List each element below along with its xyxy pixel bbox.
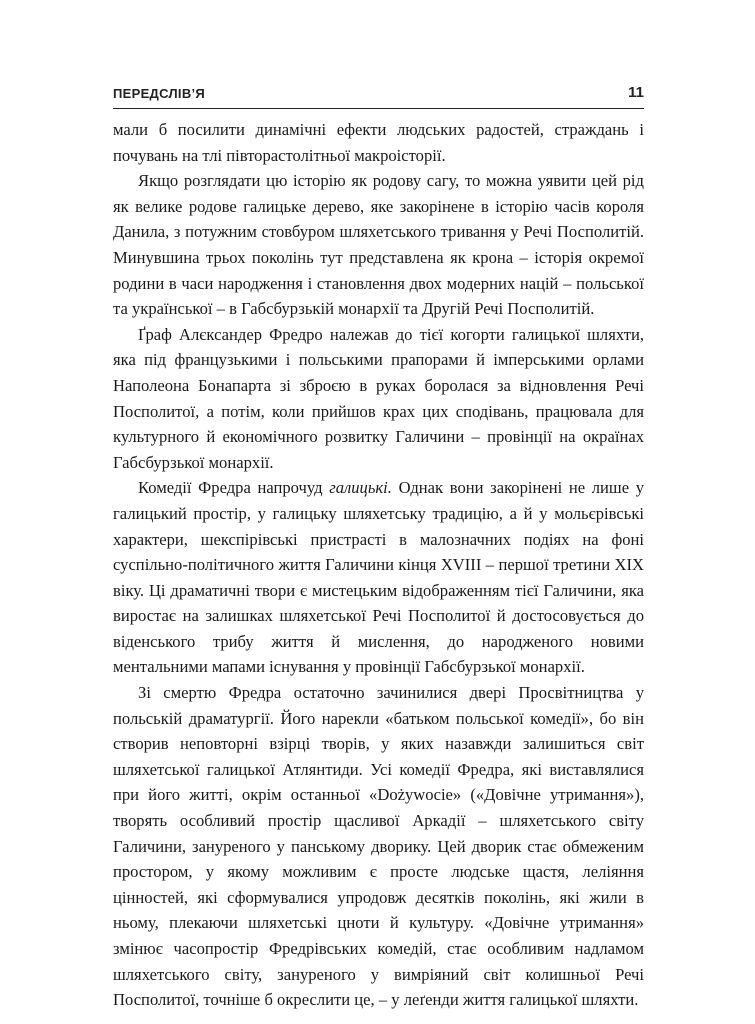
paragraph-text-start: Комедії Фредра напрочуд [138,478,330,498]
paragraph-text-rest: Однак вони закорінені не лише у галицький простір, у галицьку шляхетську традицію, а й у мольєрівські характери, шекспірівські пристрасті в малозначних подіях на фоні суспільно-політичного життя Галичини кінця XVIII – першої третини XIX віку. Ці драматичні твори є мистецьким відображенням тієї Галичини, яка виростає на залишках шляхетської Речі Посполитої й достосовується до віденського трибу життя й мислення, до народженого новими ментальними мапами існування у провінції Габсбурзької монархії. [113,478,644,677]
paragraph-continued: мали б посилити динамічні ефекти людських радостей, страждань і почувань на тлі півторастолітньої макроісторії. [113,120,644,165]
paragraph-enlightenment: Зі смертю Фредра остаточно зачинилися двері Просвітництва у польській драматургії. Його нарекли «батьком польської комедії», бо він створив неповторні взірці творів, у яких назавжди залишиться світ шляхетської галицької Атлянтиди. Усі комедії Фредра, які виставлялися при його житті, окрім останньої «Dożywocie» («Довічне утримання»), творять особливий простір щасливої Аркадії – шляхетського світу Галичини, зануреного у панському дворику. Цей дворик стає обмеженим простором, у якому можливим є просте людське щастя, леліяння цінностей, які сформувалися упродовж десятків поколінь, які жили в ньому, плекаючи шляхетські цноти й культуру. «Довічне утримання» змінює часопростір Фредрівських комедій, стає особливим надламом шляхетського світу, зануреного у вимріяний світ колишньої Речі Посполитої, точніше б окреслити це, – у леґенди життя галицької шляхти. [113,683,644,1010]
italic-emphasis: галицькі. [329,478,392,498]
page-number: 11 [628,84,644,101]
paragraph-family-saga: Якщо розглядати цю історію як родову сагу, то можна уявити цей рід як велике родове галицьке дерево, яке закорінене в історію часів короля Данила, з потужним стовбуром шляхетського тривання у Речі Посполитій. Минувшина трьох поколінь тут представлена як крона – історія окремої родини в часи народження і становлення двох модерних націй – польської та української – в Габсбурзькій монархії та Другій Речі Посполитій. [113,171,644,319]
running-head: ПЕРЕДСЛІВ’Я [113,86,206,101]
page-header [113,84,644,109]
paragraph-galician-comedies [113,475,644,680]
paragraph-fredro-biography: Ґраф Алєксандер Фредро належав до тієї когорти галицької шляхти, яка під французькими і польськими прапорами й імперськими орлами Наполеона Бонапарта зі зброєю в руках боролася за відновлення Речі Посполитої, а потім, коли прийшов крах цих сподівань, працювала для культурного й економічного розвитку Галичини – провінції на окраїнах Габсбурзької монархії. [113,324,644,472]
body-text [113,117,644,1013]
